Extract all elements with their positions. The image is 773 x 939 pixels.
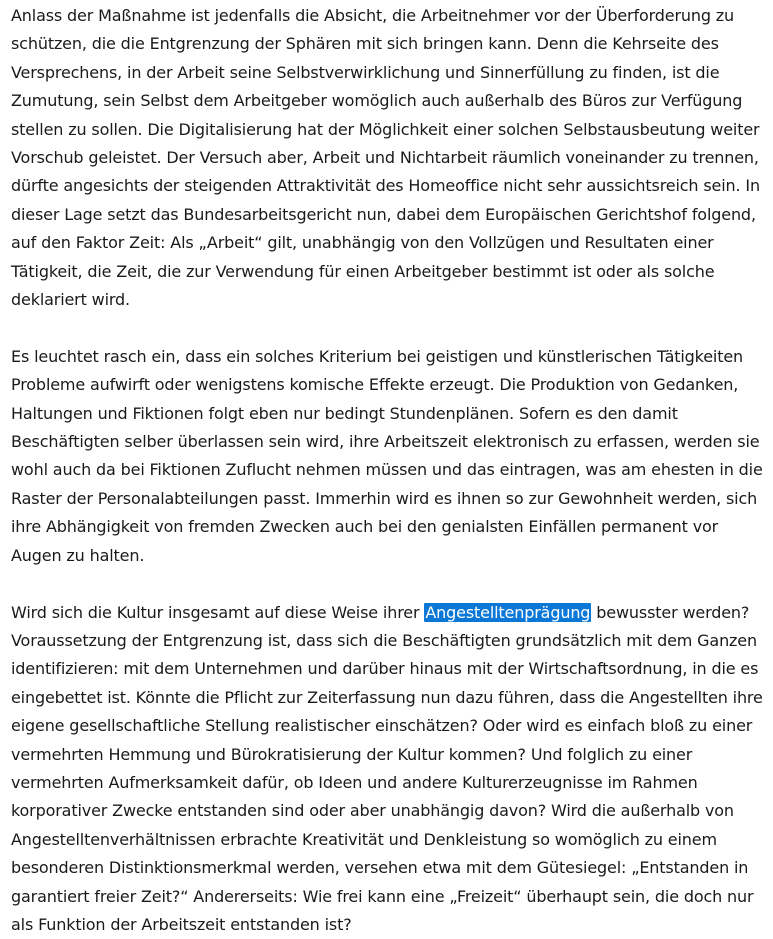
- text-line: garantiert freier Zeit?“ Andererseits: Wie frei kann eine „Freizeit“ überhaupt sein, die doch nur: [11, 883, 763, 911]
- text-line: Versprechens, in der Arbeit seine Selbstverwirklichung und Sinnerfüllung zu finden, ist die: [11, 59, 763, 87]
- text-line: identifizieren: mit dem Unternehmen und darüber hinaus mit der Wirtschaftsordnung, in die es: [11, 655, 763, 683]
- text-line: Haltungen und Fiktionen folgt eben nur bedingt Stundenplänen. Sofern es den damit: [11, 400, 763, 428]
- text-line: eingebettet ist. Könnte die Pflicht zur Zeiterfassung nun dazu führen, dass die Angestellten ihre: [11, 684, 763, 712]
- text-line: Voraussetzung der Entgrenzung ist, dass sich die Beschäftigten grundsätzlich mit dem Ganzen: [11, 627, 763, 655]
- paragraph-1: [11, 2, 763, 314]
- text-before-selection: Wird sich die Kultur insgesamt auf diese Weise ihrer: [11, 603, 424, 622]
- text-line: schützen, die die Entgrenzung der Sphären mit sich bringen kann. Denn die Kehrseite des: [11, 30, 763, 58]
- text-line-with-selection: [11, 599, 763, 627]
- text-line: eigene gesellschaftliche Stellung realistischer einschätzen? Oder wird es einfach bloß zu einer: [11, 712, 763, 740]
- text-line: Vorschub geleistet. Der Versuch aber, Arbeit und Nichtarbeit räumlich voneinander zu trennen,: [11, 144, 763, 172]
- text-line: Tätigkeit, die Zeit, die zur Verwendung für einen Arbeitgeber bestimmt ist oder als solche: [11, 258, 763, 286]
- paragraph-3: [11, 599, 763, 939]
- text-line: Zumutung, sein Selbst dem Arbeitgeber womöglich auch außerhalb des Büros zur Verfügung: [11, 87, 763, 115]
- text-line: auf den Faktor Zeit: Als „Arbeit“ gilt, unabhängig von den Vollzügen und Resultaten einer: [11, 229, 763, 257]
- text-line: Anlass der Maßnahme ist jedenfalls die Absicht, die Arbeitnehmer vor der Überforderung zu: [11, 2, 763, 30]
- text-line: vermehrten Aufmerksamkeit dafür, ob Ideen und andere Kulturerzeugnisse im Rahmen: [11, 769, 763, 797]
- text-line: dieser Lage setzt das Bundesarbeitsgericht nun, dabei dem Europäischen Gerichtshof folgend,: [11, 201, 763, 229]
- text-line: wohl auch da bei Fiktionen Zuflucht nehmen müssen und das eintragen, was am ehesten in die: [11, 456, 763, 484]
- selected-text-highlight[interactable]: Angestelltenprägung: [424, 603, 591, 622]
- text-line: Raster der Personalabteilungen passt. Immerhin wird es ihnen so zur Gewohnheit werden, sich: [11, 485, 763, 513]
- text-line: als Funktion der Arbeitszeit entstanden ist?: [11, 911, 763, 939]
- text-line: Angestelltenverhältnissen erbrachte Kreativität und Denkleistung so womöglich zu einem: [11, 826, 763, 854]
- text-line: vermehrten Hemmung und Bürokratisierung der Kultur kommen? Und folglich zu einer: [11, 741, 763, 769]
- text-line: Probleme aufwirft oder wenigstens komische Effekte erzeugt. Die Produktion von Gedanken,: [11, 371, 763, 399]
- text-line: Beschäftigten selber überlassen sein wird, ihre Arbeitszeit elektronisch zu erfassen, werden sie: [11, 428, 763, 456]
- text-line: besonderen Distinktionsmerkmal werden, versehen etwa mit dem Gütesiegel: „Entstanden in: [11, 854, 763, 882]
- text-line: Es leuchtet rasch ein, dass ein solches Kriterium bei geistigen und künstlerischen Tätigkeiten: [11, 343, 763, 371]
- text-line: ihre Abhängigkeit von fremden Zwecken auch bei den genialsten Einfällen permanent vor: [11, 513, 763, 541]
- text-line: korporativer Zwecke entstanden sind oder aber unabhängig davon? Wird die außerhalb von: [11, 797, 763, 825]
- text-after-selection: bewusster werden?: [591, 603, 749, 622]
- text-line: Augen zu halten.: [11, 542, 763, 570]
- text-line: deklariert wird.: [11, 286, 763, 314]
- text-line: stellen zu sollen. Die Digitalisierung hat der Möglichkeit einer solchen Selbstausbeutung weiter: [11, 116, 763, 144]
- text-line: dürfte angesichts der steigenden Attraktivität des Homeoffice nicht sehr aussichtsreich sein. In: [11, 172, 763, 200]
- paragraph-2: [11, 343, 763, 570]
